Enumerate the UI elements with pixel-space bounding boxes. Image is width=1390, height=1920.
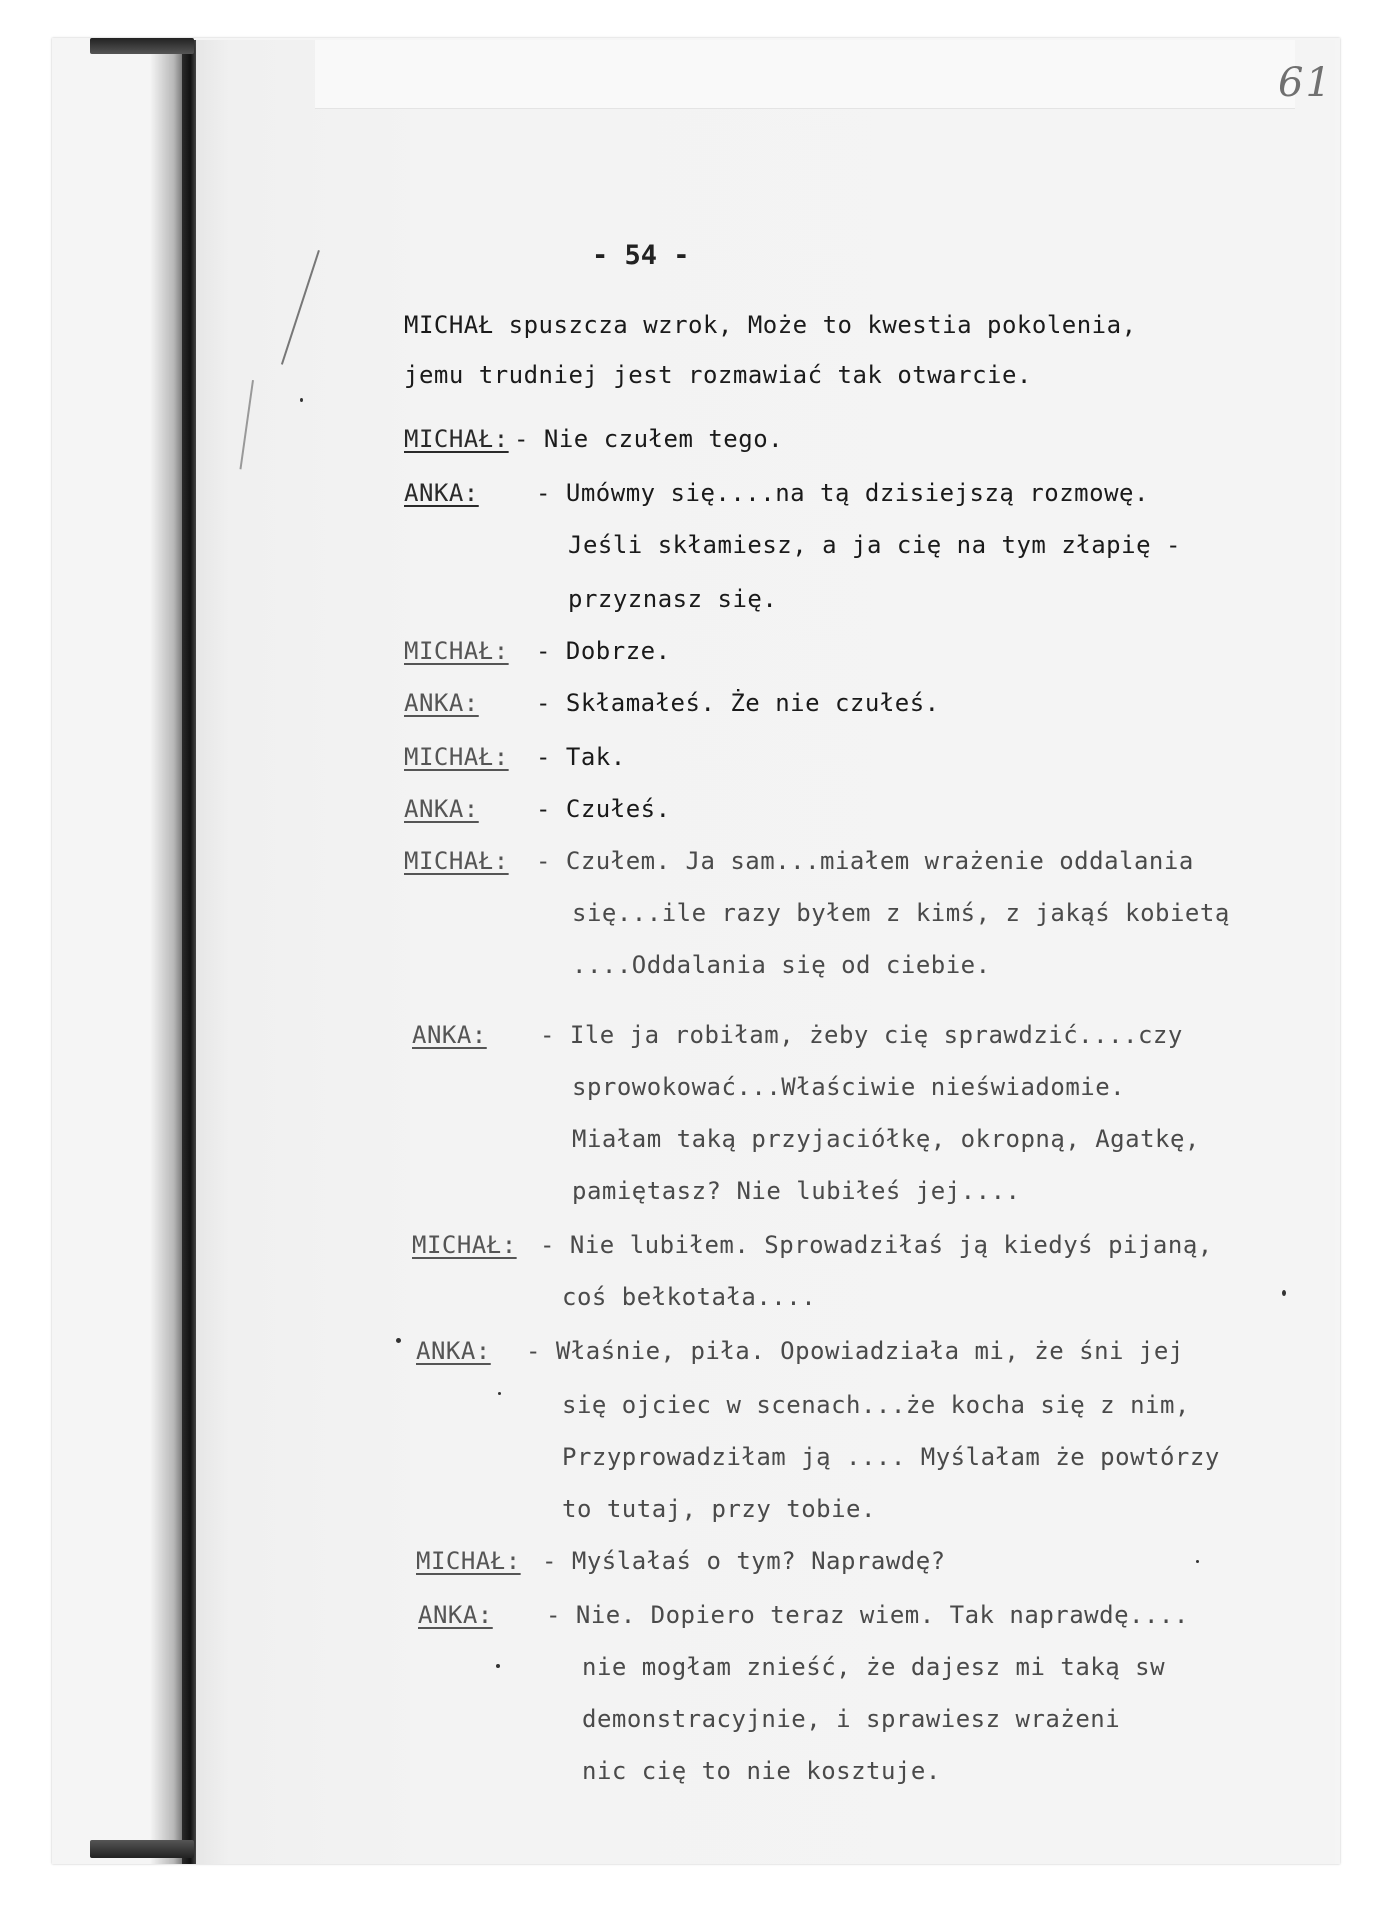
dialogue-line: - Umówmy się....na tą dzisiejszą rozmowę. xyxy=(536,479,1149,507)
dialogue-line: pamiętasz? Nie lubiłeś jej.... xyxy=(572,1177,1021,1205)
speaker-anka: ANKA: xyxy=(404,689,479,717)
dialogue-line: - Tak. xyxy=(536,743,626,771)
dialogue-line: - Skłamałeś. Że nie czułeś. xyxy=(536,689,940,717)
archive-folio-number: 61 xyxy=(1278,60,1333,106)
speaker-michal: MICHAŁ: xyxy=(412,1231,517,1259)
speaker-michal: MICHAŁ: xyxy=(404,847,509,875)
speaker-michal: MICHAŁ: xyxy=(404,425,509,453)
scan-speck xyxy=(1196,1560,1199,1563)
dialogue-line: się ojciec w scenach...że kocha się z nim, xyxy=(562,1391,1190,1419)
binding-spine xyxy=(182,40,196,1864)
dialogue-line: - Właśnie, piła. Opowiadziała mi, że śni jej xyxy=(526,1337,1184,1365)
dialogue-line: - Nie. Dopiero teraz wiem. Tak naprawdę.... xyxy=(546,1601,1189,1629)
speaker-anka: ANKA: xyxy=(404,795,479,823)
scan-speck xyxy=(498,1392,501,1395)
speaker-anka: ANKA: xyxy=(412,1021,487,1049)
scan-speck xyxy=(396,1338,401,1343)
scan-speck xyxy=(1282,1290,1286,1296)
dialogue-line: sprowokować...Właściwie nieświadomie. xyxy=(572,1073,1126,1101)
stage-direction-line: MICHAŁ spuszcza wzrok, Może to kwestia pokolenia, xyxy=(404,311,1137,339)
dialogue-line: - Nie lubiłem. Sprowadziłaś ją kiedyś pijaną, xyxy=(540,1231,1213,1259)
scan-speck xyxy=(300,398,303,402)
dialogue-line: - Czułeś. xyxy=(536,795,671,823)
dialogue-line: Przyprowadziłam ją .... Myślałam że powtórzy xyxy=(562,1443,1220,1471)
speaker-michal: MICHAŁ: xyxy=(404,637,509,665)
dialogue-line: się...ile razy byłem z kimś, z jakąś kobietą xyxy=(572,899,1230,927)
binding-clip-bottom xyxy=(90,1840,194,1858)
speaker-anka: ANKA: xyxy=(416,1337,491,1365)
binding-shadow xyxy=(150,40,184,1864)
dialogue-line: nie mogłam znieść, że dajesz mi taką sw xyxy=(582,1653,1166,1681)
speaker-michal: MICHAŁ: xyxy=(416,1547,521,1575)
dialogue-line: - Czułem. Ja sam...miałem wrażenie oddalania xyxy=(536,847,1194,875)
dialogue-line: - Myślałaś o tym? Naprawdę? xyxy=(542,1547,946,1575)
stage-direction-line: jemu trudniej jest rozmawiać tak otwarcie. xyxy=(404,361,1032,389)
speaker-anka: ANKA: xyxy=(418,1601,493,1629)
scan-speck xyxy=(496,1664,500,1668)
dialogue-line: - Nie czułem tego. xyxy=(514,425,784,453)
dialogue-line: - Ile ja robiłam, żeby cię sprawdzić....czy xyxy=(540,1021,1183,1049)
dialogue-line: coś bełkotała.... xyxy=(562,1283,817,1311)
speaker-michal: MICHAŁ: xyxy=(404,743,509,771)
dialogue-line: ....Oddalania się od ciebie. xyxy=(572,951,991,979)
dialogue-line: - Dobrze. xyxy=(536,637,671,665)
dialogue-line: to tutaj, przy tobie. xyxy=(562,1495,876,1523)
page-number: - 54 - xyxy=(592,240,690,271)
binding-clip-top xyxy=(90,38,194,54)
dialogue-line: Jeśli skłamiesz, a ja cię na tym złapię - xyxy=(568,531,1181,559)
dialogue-line: przyznasz się. xyxy=(568,585,778,613)
top-paper-strip xyxy=(315,40,1295,109)
dialogue-line: Miałam taką przyjaciółkę, okropną, Agatkę, xyxy=(572,1125,1200,1153)
dialogue-line: demonstracyjnie, i sprawiesz wrażeni xyxy=(582,1705,1121,1733)
speaker-anka: ANKA: xyxy=(404,479,479,507)
dialogue-line: nic cię to nie kosztuje. xyxy=(582,1757,941,1785)
